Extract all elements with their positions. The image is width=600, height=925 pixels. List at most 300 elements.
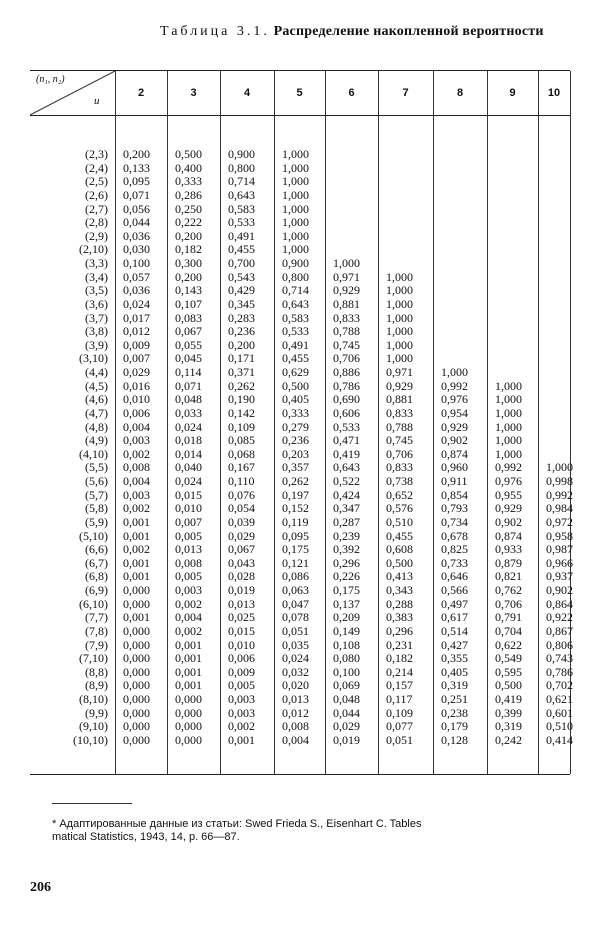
table-cell: 0,200	[175, 228, 202, 243]
table-cell: 0,413	[386, 569, 413, 584]
table-cell: 0,514	[441, 623, 468, 638]
table-cell: 0,006	[228, 651, 255, 666]
table-cell: 0,987	[546, 542, 573, 557]
table-cell: 0,013	[228, 596, 255, 611]
table-row	[30, 407, 570, 421]
row-label: (4,10)	[79, 446, 108, 461]
column-header-4: 4	[243, 87, 251, 99]
row-label: (6,9)	[85, 583, 108, 597]
row-label: (7,7)	[85, 610, 108, 625]
table-cell: 1,000	[495, 433, 522, 448]
table-row	[30, 203, 570, 217]
table-cell: 0,000	[123, 637, 150, 652]
table-cell: 0,745	[386, 433, 413, 448]
row-label: (5,9)	[85, 514, 108, 529]
table-cell: 0,583	[282, 310, 309, 325]
table-cell: 0,032	[282, 664, 309, 679]
row-label: (4,9)	[85, 433, 108, 448]
table-cell: 1,000	[386, 351, 413, 366]
table-cell: 1,000	[282, 187, 309, 202]
table-title-label: Таблица 3.1.	[160, 24, 270, 39]
table-cell: 0,068	[228, 446, 255, 461]
table-cell: 0,000	[123, 678, 150, 693]
table-cell: 0,200	[175, 269, 202, 284]
table-cell: 0,690	[333, 392, 360, 407]
table-row	[30, 623, 573, 639]
table-cell: 0,000	[123, 664, 150, 679]
table-row	[30, 339, 570, 353]
table-cell: 0,005	[175, 569, 202, 584]
table-cell: 0,025	[228, 610, 255, 625]
table-cell: 0,549	[495, 651, 522, 666]
table-cell: 0,288	[386, 596, 413, 611]
table-cell: 0,788	[333, 324, 360, 339]
table-cell: 0,678	[441, 528, 468, 543]
table-cell: 0,014	[175, 446, 202, 461]
table-cell: 0,971	[333, 269, 360, 284]
table-cell: 0,171	[228, 351, 255, 366]
table-cell: 1,000	[386, 310, 413, 325]
table-cell: 0,652	[386, 487, 413, 502]
table-cell: 0,010	[123, 392, 150, 407]
table-cell: 0,001	[123, 514, 150, 529]
table-cell: 0,117	[386, 692, 413, 706]
table-cell: 0,806	[546, 637, 573, 652]
table-cell: 0,048	[175, 392, 202, 407]
table-cell: 0,036	[123, 283, 150, 298]
table-row	[30, 596, 573, 612]
table-cell: 0,343	[386, 583, 413, 597]
table-cell: 0,621	[546, 692, 573, 706]
table-row	[30, 692, 573, 707]
table-cell: 0,001	[175, 651, 202, 666]
column-header-10: 10	[547, 87, 561, 99]
table-cell: 0,455	[228, 242, 255, 257]
table-cell: 1,000	[282, 242, 309, 257]
table-cell: 0,047	[282, 596, 309, 611]
corner-bottom-label: u	[94, 95, 100, 107]
table-row	[30, 555, 573, 571]
table-cell: 1,000	[495, 405, 522, 420]
table-cell: 0,929	[386, 378, 413, 393]
table-cell: 0,012	[123, 324, 150, 339]
table-cell: 0,629	[282, 365, 309, 379]
table-cell: 0,137	[333, 596, 360, 611]
table-cell: 0,222	[175, 215, 202, 230]
table-cell: 0,029	[123, 365, 150, 379]
column-header-2: 2	[137, 87, 145, 99]
table-row	[30, 162, 570, 176]
table-cell: 0,455	[282, 351, 309, 366]
row-label: (6,6)	[85, 542, 108, 557]
table-cell: 0,743	[546, 651, 573, 666]
row-label: (3,3)	[85, 256, 108, 270]
table-cell: 0,937	[546, 569, 573, 584]
row-label: (10,10)	[73, 732, 108, 747]
table-cell: 0,714	[282, 283, 309, 298]
table-cell: 0,024	[123, 296, 150, 311]
table-cell: 0,998	[546, 474, 573, 488]
table-cell: 0,976	[495, 474, 522, 488]
table-cell: 0,992	[441, 378, 468, 393]
table-cell: 0,821	[495, 569, 522, 584]
table-cell: 0,107	[175, 296, 202, 311]
column-header-7: 7	[402, 87, 409, 99]
table-cell: 0,001	[123, 555, 150, 570]
table-cell: 0,576	[386, 501, 413, 516]
table-cell: 0,003	[175, 583, 202, 597]
table-cell: 0,262	[282, 474, 309, 488]
table-cell: 0,706	[495, 596, 522, 611]
table-cell: 0,300	[175, 256, 202, 270]
table-cell: 0,296	[333, 555, 360, 570]
table-cell: 0,786	[333, 378, 360, 393]
table-cell: 0,617	[441, 610, 468, 625]
row-label: (3,8)	[85, 324, 108, 339]
table-cell: 0,500	[282, 378, 309, 393]
table-cell: 0,008	[123, 460, 150, 475]
table-cell: 0,491	[282, 337, 309, 352]
table-cell: 0,595	[495, 664, 522, 679]
table-cell: 0,190	[228, 392, 255, 407]
table-cell: 0,040	[175, 460, 202, 475]
table-cell: 0,110	[228, 474, 255, 488]
table-cell: 0,762	[495, 583, 522, 597]
table-cell: 0,319	[441, 678, 468, 693]
table-cell: 0,003	[228, 692, 255, 706]
table-cell: 0,886	[333, 365, 360, 379]
table-header-row	[30, 71, 570, 116]
table-cell: 0,414	[546, 732, 573, 747]
table-cell: 0,791	[495, 610, 522, 625]
table-cell: 0,182	[386, 651, 413, 666]
table-cell: 0,019	[333, 732, 360, 747]
table-cell: 0,214	[386, 664, 413, 679]
column-header-9: 9	[509, 87, 516, 99]
table-cell: 0,004	[123, 419, 150, 434]
row-label: (9,10)	[79, 719, 108, 734]
table-cell: 0,239	[333, 528, 360, 543]
table-cell: 1,000	[386, 324, 413, 339]
table-row	[30, 421, 570, 435]
table-cell: 0,500	[495, 678, 522, 693]
table-cell: 0,048	[333, 692, 360, 706]
table-cell: 0,015	[175, 487, 202, 502]
table-cell: 0,001	[123, 610, 150, 625]
data-table	[30, 70, 573, 775]
table-cell: 0,500	[175, 147, 202, 161]
table-cell: 0,143	[175, 283, 202, 298]
table-cell: 0,242	[495, 732, 522, 747]
table-row	[30, 474, 573, 489]
table-row	[30, 651, 573, 666]
table-cell: 0,000	[175, 719, 202, 734]
table-cell: 0,702	[546, 678, 573, 693]
table-cell: 0,002	[123, 542, 150, 557]
table-cell: 0,003	[123, 433, 150, 448]
row-label: (8,10)	[79, 692, 108, 706]
table-row	[30, 352, 570, 366]
table-cell: 0,522	[333, 474, 360, 488]
table-cell: 0,009	[123, 337, 150, 352]
table-row	[30, 366, 570, 380]
table-cell: 0,203	[282, 446, 309, 461]
table-cell: 0,001	[175, 678, 202, 693]
table-cell: 0,733	[441, 555, 468, 570]
table-cell: 0,333	[175, 174, 202, 189]
table-cell: 0,029	[333, 719, 360, 734]
table-row	[30, 719, 573, 734]
table-cell: 0,149	[333, 623, 360, 638]
table-cell: 0,902	[495, 514, 522, 529]
row-label: (4,4)	[85, 365, 108, 379]
row-label: (3,7)	[85, 310, 108, 325]
table-cell: 0,095	[282, 528, 309, 543]
table-cell: 0,008	[282, 719, 309, 734]
table-cell: 0,001	[175, 637, 202, 652]
table-row	[30, 569, 573, 584]
table-cell: 0,231	[386, 637, 413, 652]
table-row	[30, 678, 573, 693]
table-cell: 0,024	[175, 419, 202, 434]
table-cell: 0,400	[175, 160, 202, 175]
footnote-line-1: * Адаптированные данные из статьи: Swed Frieda S., Eisenhart C. Tables	[52, 818, 422, 830]
table-cell: 0,004	[282, 732, 309, 747]
table-cell: 0,200	[123, 147, 150, 161]
table-row	[30, 216, 570, 230]
table-row	[30, 514, 573, 530]
table-cell: 1,000	[282, 174, 309, 189]
table-cell: 0,083	[175, 310, 202, 325]
table-cell: 0,000	[175, 692, 202, 706]
row-label: (2,10)	[79, 242, 108, 257]
table-cell: 0,933	[495, 542, 522, 557]
table-row	[30, 257, 570, 271]
table-cell: 0,015	[228, 623, 255, 638]
table-cell: 0,043	[228, 555, 255, 570]
table-cell: 0,491	[228, 228, 255, 243]
table-cell: 0,786	[546, 664, 573, 679]
footnote-rule	[52, 803, 132, 804]
table-cell: 0,002	[175, 596, 202, 611]
table-cell: 0,133	[123, 160, 150, 175]
row-label: (6,8)	[85, 569, 108, 584]
table-cell: 0,533	[228, 215, 255, 230]
table-cell: 0,039	[228, 514, 255, 529]
row-label: (3,6)	[85, 296, 108, 311]
table-cell: 0,900	[282, 256, 309, 270]
table-cell: 0,007	[175, 514, 202, 529]
table-cell: 0,399	[495, 705, 522, 720]
table-cell: 0,095	[123, 174, 150, 189]
table-row	[30, 271, 570, 285]
table-cell: 0,019	[228, 583, 255, 597]
column-header-6: 6	[348, 87, 355, 99]
table-cell: 0,051	[282, 623, 309, 638]
table-row	[30, 148, 570, 162]
table-cell: 0,000	[123, 719, 150, 734]
table-row	[30, 325, 570, 339]
table-row	[30, 664, 573, 680]
table-cell: 0,319	[495, 719, 522, 734]
table-cell: 0,071	[175, 378, 202, 393]
table-row	[30, 637, 573, 653]
table-cell: 0,833	[386, 460, 413, 475]
table-cell: 0,262	[228, 378, 255, 393]
row-label: (8,9)	[85, 678, 108, 693]
table-cell: 0,700	[228, 256, 255, 270]
row-label: (2,3)	[85, 147, 108, 161]
row-label: (7,9)	[85, 637, 108, 652]
table-cell: 1,000	[546, 460, 573, 475]
table-cell: 0,902	[441, 433, 468, 448]
table-cell: 1,000	[386, 296, 413, 311]
row-label: (2,9)	[85, 228, 108, 243]
table-cell: 0,024	[175, 474, 202, 488]
row-label: (3,5)	[85, 283, 108, 298]
table-cell: 0,121	[282, 555, 309, 570]
table-cell: 0,929	[495, 501, 522, 516]
table-cell: 0,000	[123, 692, 150, 706]
table-cell: 0,004	[123, 474, 150, 488]
table-cell: 1,000	[282, 160, 309, 175]
table-row	[30, 393, 570, 407]
table-cell: 0,020	[282, 678, 309, 693]
table-cell: 0,236	[228, 324, 255, 339]
table-cell: 0,419	[333, 446, 360, 461]
table-cell: 0,109	[386, 705, 413, 720]
table-cell: 0,825	[441, 542, 468, 557]
table-cell: 0,874	[495, 528, 522, 543]
row-label: (3,4)	[85, 269, 108, 284]
table-cell: 0,000	[175, 705, 202, 720]
table-cell: 0,960	[441, 460, 468, 475]
table-cell: 0,251	[441, 692, 468, 706]
row-label: (6,10)	[79, 596, 108, 611]
table-cell: 0,424	[333, 487, 360, 502]
table-row	[30, 298, 570, 312]
table-cell: 0,175	[282, 542, 309, 557]
table-cell: 0,608	[386, 542, 413, 557]
table-cell: 0,002	[175, 623, 202, 638]
row-label: (9,9)	[85, 705, 108, 720]
table-cell: 0,643	[228, 187, 255, 202]
table-cell: 0,955	[495, 487, 522, 502]
row-label: (5,7)	[85, 487, 108, 502]
table-cell: 0,000	[123, 705, 150, 720]
table-cell: 0,004	[175, 610, 202, 625]
table-cell: 0,355	[441, 651, 468, 666]
table-cell: 0,622	[495, 637, 522, 652]
table-cell: 0,643	[333, 460, 360, 475]
table-cell: 0,001	[123, 569, 150, 584]
table-cell: 0,077	[386, 719, 413, 734]
table-cell: 0,706	[333, 351, 360, 366]
table-cell: 0,471	[333, 433, 360, 448]
table-cell: 0,071	[123, 187, 150, 202]
table-cell: 0,745	[333, 337, 360, 352]
table-cell: 0,954	[441, 405, 468, 420]
row-label: (2,5)	[85, 174, 108, 189]
table-cell: 0,018	[175, 433, 202, 448]
table-cell: 0,007	[123, 351, 150, 366]
table-cell: 0,182	[175, 242, 202, 257]
table-cell: 0,738	[386, 474, 413, 488]
table-cell: 0,427	[441, 637, 468, 652]
table-cell: 0,010	[175, 501, 202, 516]
table-cell: 0,000	[123, 732, 150, 747]
table-row	[30, 610, 573, 625]
table-row	[30, 487, 573, 503]
table-cell: 0,333	[282, 405, 309, 420]
table-cell: 0,583	[228, 201, 255, 216]
table-cell: 0,086	[282, 569, 309, 584]
row-label: (4,7)	[85, 405, 108, 420]
row-label: (4,8)	[85, 419, 108, 434]
row-label: (5,8)	[85, 501, 108, 516]
table-cell: 0,357	[282, 460, 309, 475]
table-cell: 0,793	[441, 501, 468, 516]
table-cell: 0,405	[441, 664, 468, 679]
row-label: (2,6)	[85, 187, 108, 202]
table-cell: 0,971	[386, 365, 413, 379]
table-cell: 0,003	[123, 487, 150, 502]
table-cell: 0,108	[333, 637, 360, 652]
table-cell: 0,016	[123, 378, 150, 393]
table-cell: 0,056	[123, 201, 150, 216]
table-cell: 1,000	[386, 337, 413, 352]
table-title-text: Распределение накопленной вероятности	[273, 24, 544, 39]
table-cell: 0,419	[495, 692, 522, 706]
table-row	[30, 312, 570, 326]
table-cell: 1,000	[282, 228, 309, 243]
table-row	[30, 284, 570, 298]
table-cell: 0,533	[282, 324, 309, 339]
table-cell: 1,000	[282, 147, 309, 161]
table-cell: 0,347	[333, 501, 360, 516]
table-cell: 0,566	[441, 583, 468, 597]
table-cell: 0,972	[546, 514, 573, 529]
footnote-line-2: matical Statistics, 1943, 14, p. 66—87.	[52, 831, 240, 843]
table-cell: 0,000	[123, 596, 150, 611]
table-cell: 0,142	[228, 405, 255, 420]
table-row	[30, 501, 573, 516]
table-cell: 0,080	[333, 651, 360, 666]
table-cell: 0,714	[228, 174, 255, 189]
row-label: (7,10)	[79, 651, 108, 666]
table-cell: 0,044	[123, 215, 150, 230]
table-cell: 0,035	[282, 637, 309, 652]
table-cell: 0,902	[546, 583, 573, 597]
table-cell: 0,157	[386, 678, 413, 693]
table-cell: 1,000	[495, 446, 522, 461]
table-cell: 0,510	[386, 514, 413, 529]
table-cell: 0,296	[386, 623, 413, 638]
table-row	[30, 230, 570, 244]
table-row	[30, 189, 570, 203]
table-cell: 0,543	[228, 269, 255, 284]
column-header-5: 5	[296, 87, 303, 99]
table-cell: 0,167	[228, 460, 255, 475]
table-cell: 0,881	[333, 296, 360, 311]
table-cell: 0,283	[228, 310, 255, 325]
table-cell: 0,881	[386, 392, 413, 407]
table-cell: 0,800	[228, 160, 255, 175]
table-cell: 0,992	[495, 460, 522, 475]
table-body	[30, 147, 573, 748]
table-cell: 0,033	[175, 405, 202, 420]
table-cell: 0,005	[175, 528, 202, 543]
